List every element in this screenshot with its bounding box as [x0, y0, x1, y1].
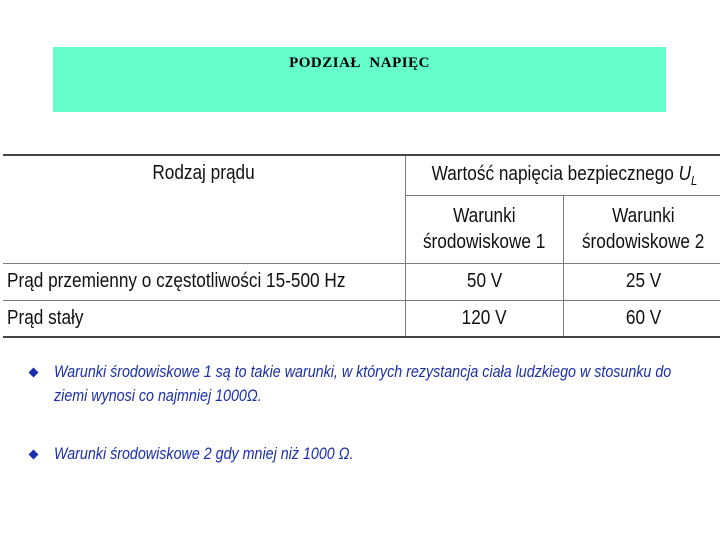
diamond-bullet-icon — [29, 368, 39, 378]
row-dc-value-2: 60 V — [564, 300, 720, 337]
row-dc-value-1: 120 V — [405, 300, 564, 337]
condition-1-line-1: Warunki — [453, 205, 516, 227]
row-ac-kind: Prąd przemienny o częstotliwości 15-500 Hz — [3, 263, 405, 300]
table-header-row — [3, 155, 720, 195]
voltage-table — [3, 154, 720, 338]
note-condition-1 — [30, 360, 710, 408]
slide-title-box — [53, 47, 666, 112]
row-ac-value-2: 25 V — [564, 263, 720, 300]
condition-2-line-1: Warunki — [612, 205, 675, 227]
header-safe-voltage — [405, 155, 720, 195]
header-symbol: U — [678, 162, 691, 185]
header-condition-2 — [564, 195, 720, 263]
row-dc-kind: Prąd stały — [3, 300, 405, 337]
condition-1-line-2: środowiskowe 1 — [423, 231, 546, 253]
diamond-bullet-icon — [29, 450, 39, 460]
condition-2-line-2: środowiskowe 2 — [582, 231, 705, 253]
table-row — [3, 300, 720, 337]
note-condition-2 — [30, 442, 710, 466]
table-row — [3, 263, 720, 300]
header-current-type: Rodzaj prądu — [3, 155, 405, 263]
header-safe-voltage-label: Wartość napięcia bezpiecznego — [431, 162, 674, 185]
note-condition-2-text: Warunki środowiskowe 2 gdy mniej niż 1000 Ω. — [54, 444, 354, 463]
header-subscript: L — [690, 172, 697, 188]
note-condition-1-text: Warunki środowiskowe 1 są to takie warunki, w których rezystancja ciała ludzkiego w stosunku do ziemi wynosi co najmniej 1000Ω. — [54, 362, 672, 405]
header-condition-1 — [405, 195, 564, 263]
notes-list — [30, 360, 710, 466]
row-ac-value-1: 50 V — [405, 263, 564, 300]
slide-title: PODZIAŁ NAPIĘC — [289, 55, 430, 71]
